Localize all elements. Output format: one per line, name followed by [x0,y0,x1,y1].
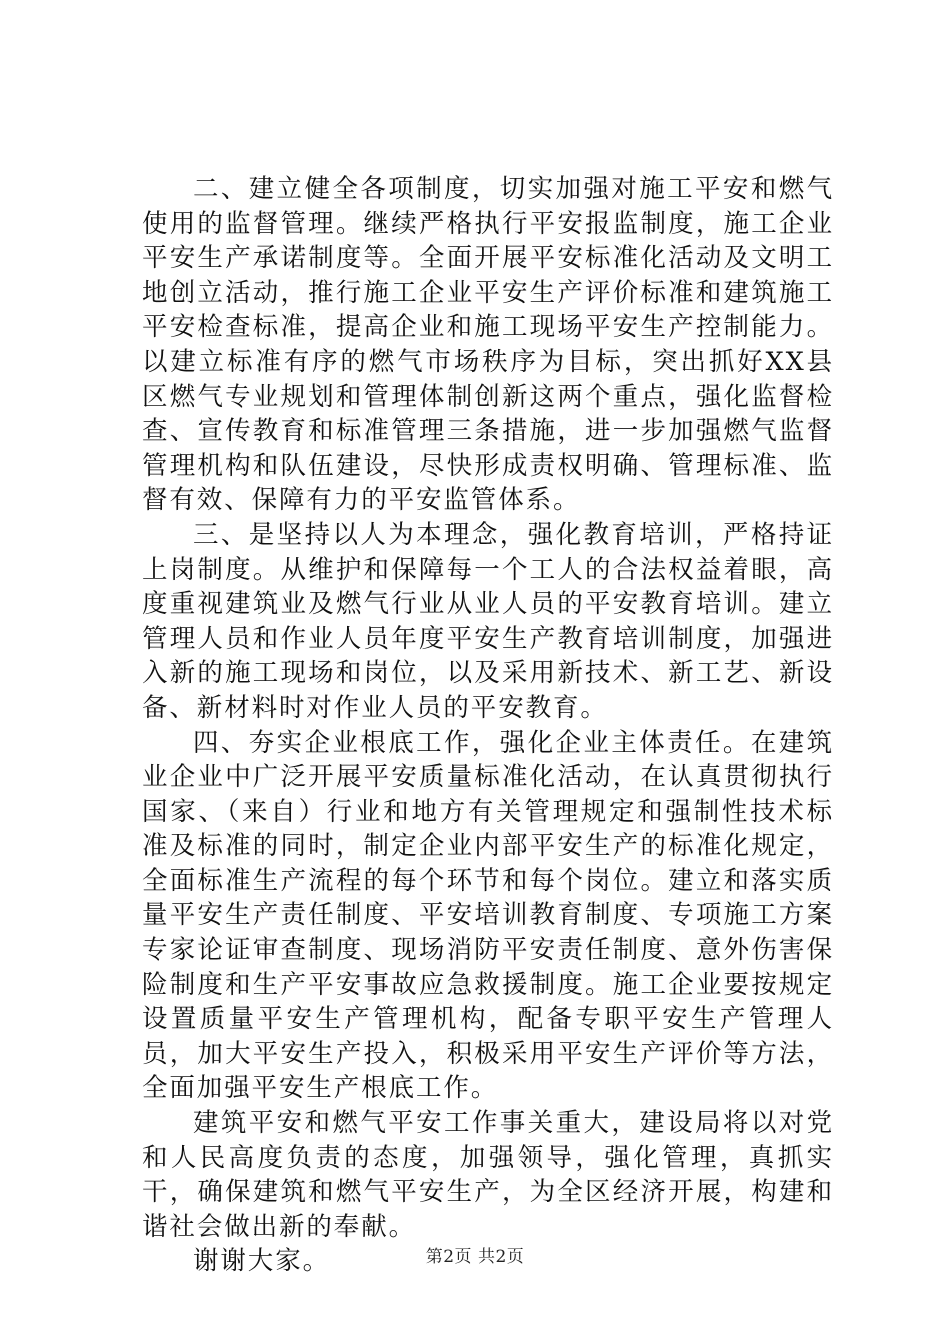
document-body [142,172,834,1279]
paragraph-thanks: 谢谢大家。 [193,1246,331,1277]
paragraph-enterprise: 四、夯实企业根底工作，强化企业主体责任。在建筑业企业中广泛开展平安质量标准化活动，在认真贯彻执行国家、（来自）行业和地方有关管理规定和强制性技术标准及标准的同时，制定企业内部平安生产的标准化规定，全面标准生产流程的每个环节和每个岗位。建立和落实质量平安生产责任制度、平安培训教育制度、专项施工方案专家论证审查制度、现场消防平安责任制度、意外伤害保险制度和生产平安事故应急救援制度。施工企业要按规定设置质量平安生产管理机构，配备专职平安生产管理人员，加大平安生产投入，积极采用平安生产评价等方法，全面加强平安生产根底工作。 [142,727,834,1104]
paragraph-institutions: 二、建立健全各项制度，切实加强对施工平安和燃气使用的监督管理。继续严格执行平安报监制度，施工企业平安生产承诺制度等。全面开展平安标准化活动及文明工地创立活动，推行施工企业平安生产评价标准和建筑施工平安检查标准，提高企业和施工现场平安生产控制能力。以建立标准有序的燃气市场秩序为目标，突出抓好XX县区燃气专业规划和管理体制创新这两个重点，强化监督检查、宣传教育和标准管理三条措施，进一步加强燃气监督管理机构和队伍建设，尽快形成责权明确、管理标准、监督有效、保障有力的平安监管体系。 [142,174,834,516]
page-number-footer: 第2页 共2页 [425,1247,525,1267]
paragraph-training: 三、是坚持以人为本理念，强化教育培训，严格持证上岗制度。从维护和保障每一个工人的合法权益着眼，高度重视建筑业及燃气行业从业人员的平安教育培训。建立管理人员和作业人员年度平安生产教育培训制度，加强进入新的施工现场和岗位，以及采用新技术、新工艺、新设备、新材料时对作业人员的平安教育。 [142,519,834,723]
paragraph-conclusion: 建筑平安和燃气平安工作事关重大，建设局将以对党和人民高度负责的态度，加强领导，强化管理，真抓实干，确保建筑和燃气平安生产，为全区经济开展，构建和谐社会做出新的奉献。 [142,1108,834,1242]
